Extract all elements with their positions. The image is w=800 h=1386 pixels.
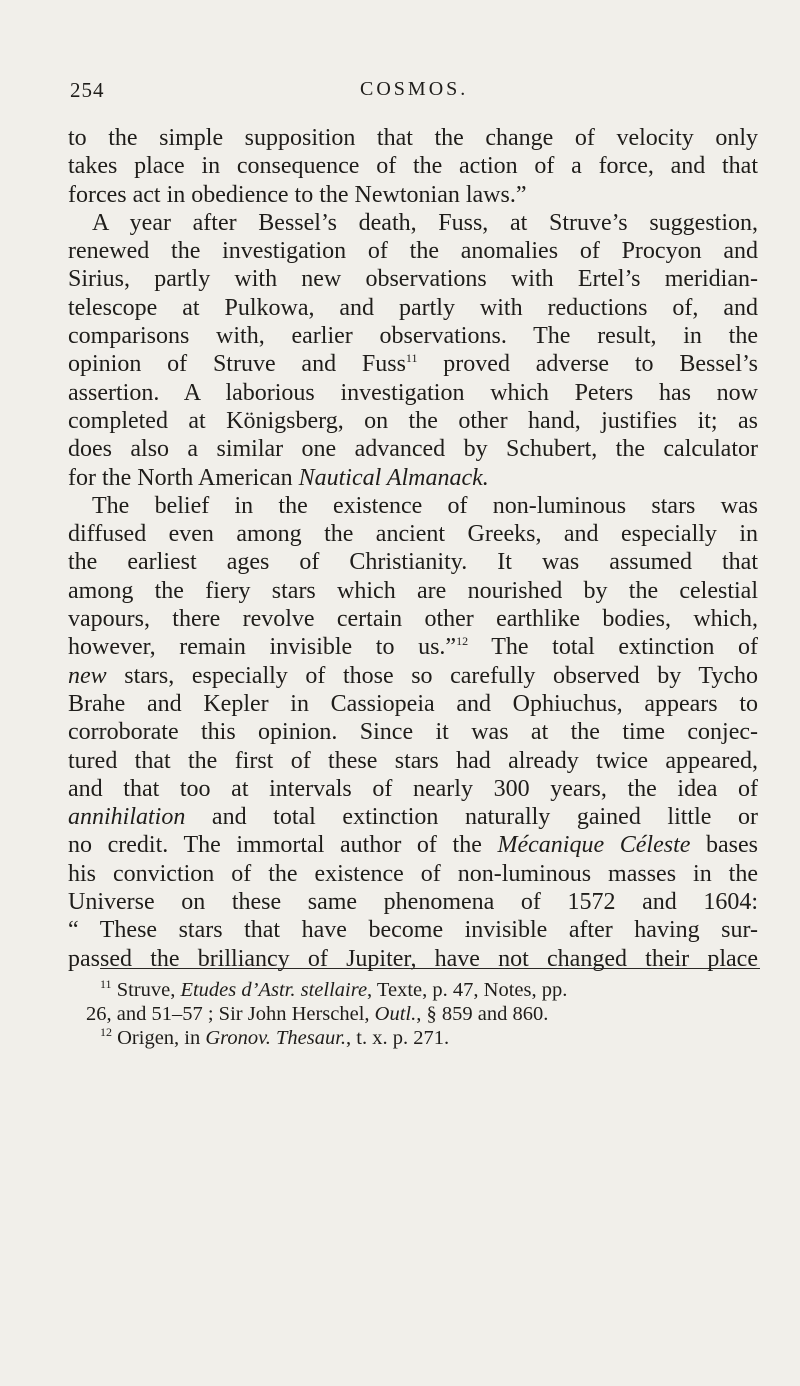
text-span: proved adverse to Bessel’s bbox=[417, 351, 758, 378]
text-line: completed at Königsberg, on the other hand, justifies it; as bbox=[68, 407, 758, 434]
italic-title: Outl. bbox=[374, 1003, 417, 1025]
footnote-ref-12[interactable]: 12 bbox=[456, 634, 469, 649]
text-line: Universe on these same phenomena of 1572 and 1604: bbox=[68, 889, 758, 916]
footnote-mark-12: 12 bbox=[100, 1025, 112, 1040]
text-span: bases bbox=[690, 832, 758, 859]
text-line bbox=[68, 831, 758, 859]
text-line: tured that the first of these stars had already twice appeared, bbox=[68, 747, 758, 774]
text-line bbox=[68, 803, 758, 831]
italic-title: Mécanique Céleste bbox=[497, 832, 691, 859]
text-line bbox=[68, 662, 758, 690]
italic-word: annihilation bbox=[68, 804, 186, 831]
page-number: 254 bbox=[70, 78, 105, 102]
text-span: The total extinction of bbox=[468, 634, 758, 661]
text-line: forces act in obedience to the Newtonian laws.” bbox=[68, 181, 527, 208]
text-line: telescope at Pulkowa, and partly with reductions of, and bbox=[68, 294, 758, 321]
text-span: stars, especially of those so carefully observed by Tycho bbox=[106, 662, 758, 689]
text-span: 26, and 51–57 ; Sir John Herschel, bbox=[86, 1003, 375, 1025]
text-span: , Texte, p. 47, Notes, pp. bbox=[367, 979, 568, 1001]
text-span: and total extinction naturally gained little or bbox=[185, 804, 758, 831]
text-line: A year after Bessel’s death, Fuss, at Struve’s suggestion, bbox=[92, 209, 758, 236]
text-line: takes place in consequence of the action of a force, and that bbox=[68, 153, 758, 180]
text-line: does also a similar one advanced by Schubert, the calculator bbox=[68, 436, 758, 463]
text-line: passed the brilliancy of Jupiter, have not changed their place bbox=[68, 945, 758, 972]
text-span: , t. x. p. 271. bbox=[346, 1027, 450, 1049]
text-span: , § 859 and 860. bbox=[416, 1003, 549, 1025]
italic-word: new bbox=[68, 662, 107, 689]
footnote-11 bbox=[86, 978, 758, 1002]
text-line: diffused even among the ancient Greeks, and especially in bbox=[68, 521, 758, 548]
text-line: corroborate this opinion. Since it was at the time conjec- bbox=[68, 719, 758, 746]
text-span: Struve, bbox=[111, 979, 181, 1001]
text-line: among the fiery stars which are nourished by the celestial bbox=[68, 577, 758, 604]
text-line: “ These stars that have become invisible after having sur- bbox=[68, 917, 758, 944]
text-span: for the North American bbox=[68, 464, 299, 491]
footnotes bbox=[86, 978, 758, 1050]
text-line bbox=[68, 350, 758, 378]
text-line bbox=[68, 464, 758, 492]
text-line: comparisons with, earlier observations. The result, in the bbox=[68, 323, 758, 350]
text-line: to the simple supposition that the change of velocity only bbox=[68, 125, 758, 151]
italic-title: Gronov. Thesaur. bbox=[205, 1027, 347, 1049]
text-line: The belief in the existence of non-luminous stars was bbox=[92, 492, 758, 519]
italic-title: Etudes d’Astr. stellaire bbox=[180, 979, 368, 1001]
body-text bbox=[68, 124, 758, 973]
text-span: opinion of Struve and Fuss bbox=[68, 351, 406, 378]
running-head: COSMOS. bbox=[360, 78, 469, 100]
text-line: assertion. A laborious investigation which Peters has now bbox=[68, 379, 758, 406]
text-line: Sirius, partly with new observations with Ertel’s meridian- bbox=[68, 266, 758, 293]
text-line: Brahe and Kepler in Cassiopeia and Ophiuchus, appears to bbox=[68, 690, 758, 717]
italic-title: Nautical Almanack. bbox=[298, 464, 489, 491]
footnote-divider bbox=[100, 968, 760, 969]
text-span: no credit. The immortal author of the bbox=[68, 832, 498, 859]
text-line: and that too at intervals of nearly 300 years, the idea of bbox=[68, 775, 758, 802]
text-line: his conviction of the existence of non-luminous masses in the bbox=[68, 860, 758, 887]
text-span: Origen, in bbox=[112, 1027, 206, 1049]
text-line: renewed the investigation of the anomalies of Procyon and bbox=[68, 238, 758, 265]
text-line: vapours, there revolve certain other earthlike bodies, which, bbox=[68, 606, 758, 633]
text-line bbox=[68, 633, 758, 661]
footnote-12 bbox=[86, 1026, 758, 1050]
text-span: however, remain invisible to us.” bbox=[68, 634, 457, 661]
text-line: the earliest ages of Christianity. It was assumed that bbox=[68, 549, 758, 576]
footnote-11-cont bbox=[86, 1002, 758, 1026]
footnote-ref-11[interactable]: 11 bbox=[405, 351, 418, 366]
footnote-mark-11: 11 bbox=[100, 977, 112, 992]
